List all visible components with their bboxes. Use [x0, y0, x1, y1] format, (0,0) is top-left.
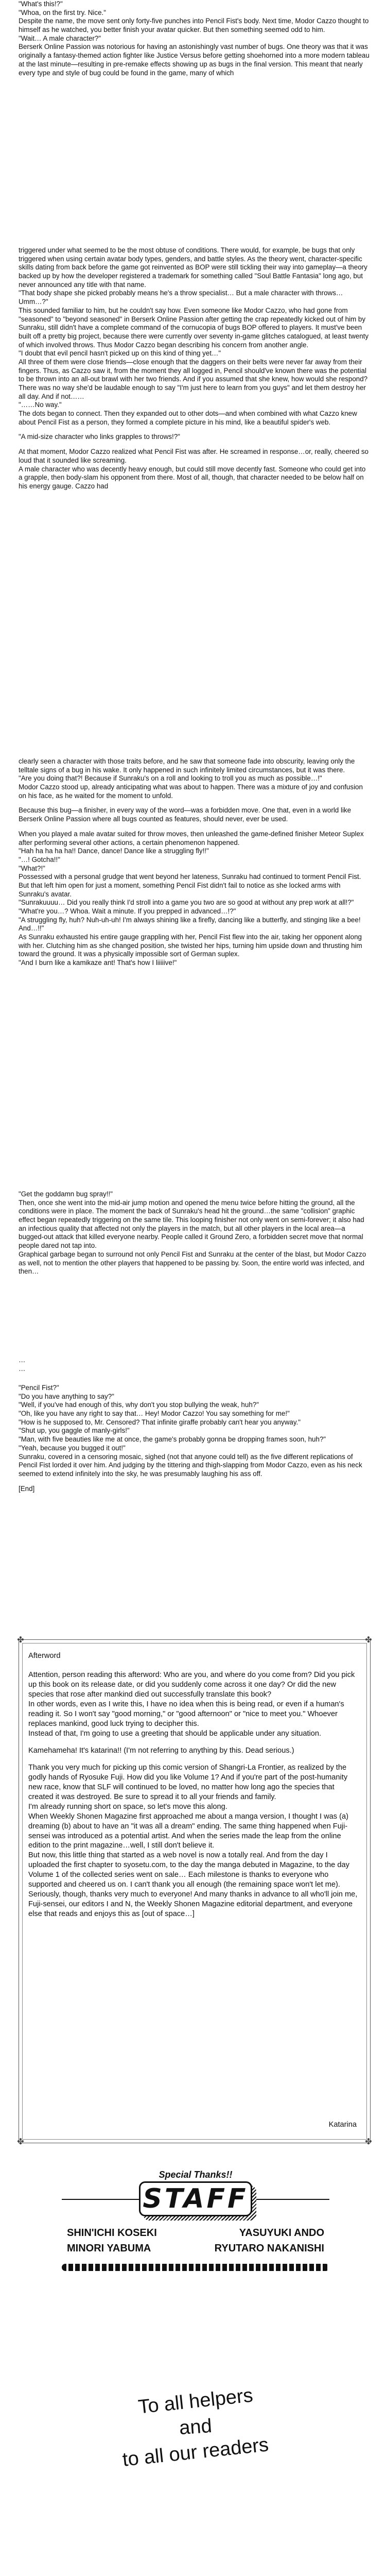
afterword-paragraph: Seriously, though, thanks very much to everyone! And many thanks in advance to all who'll join me, Fuji-sensei, our editors I and N, the Weekly Shonen Magazine editorial department, and everyone else that reads and enjoys this as [out of space…] [28, 1890, 358, 1919]
paragraph: Possessed with a personal grudge that went beyond her lateness, Sunraku had continued to torment Pencil Fist. But that left him open for just a moment, something Pencil Fist didn't fail to notice as she locked arms with Sunraku's avatar. [19, 873, 363, 898]
paragraph: A male character who was decently heavy enough, but could still move decently fast. Someone who could get into a grapple, then body-slam his opponent from there. Most of all, though, that character needed to be below half on his energy gauge. Cazzo had [19, 465, 368, 490]
closing-line: to all our readers [121, 2434, 270, 2471]
afterword-paragraph: But now, this little thing that started as a web novel is now a totally real. And from the day I uploaded the first chapter to syosetu.com, to the day the manga debuted in Magazine, to the day Volume 1 of the collected series went on sale… Each milestone is thanks to everyone who supported and cheered us on. I can't thank you all enough (the remaining space won't let me). [28, 1851, 349, 1889]
paragraph: "How is he supposed to, Mr. Censored? That infinite giraffe probably can't hear you anyway." [19, 1418, 301, 1426]
paragraph: "Shut up, you gaggle of manly-girls!" [19, 1427, 130, 1435]
paragraph: "Do you have anything to say?" [19, 1392, 114, 1400]
paragraph: As Sunraku exhausted his entire gauge grappling with her, Pencil Fist flew into the air, taking her opponent along with her. Clutching him as she changed position, she twisted her hips, turning him upside down and thrusting him toward the ground. It was a physically impossible sort of German suplex. [19, 933, 364, 958]
text-block-3 [19, 757, 371, 968]
afterword-paragraph: Attention, person reading this afterword: Who are you, and where do you come from? Did you pick up this book on its release date, or did you suddenly come across it one day? Or did the new species that rose after mankind died out successfully translate this book? [28, 1670, 355, 1699]
afterword-signature: Katarina [328, 2120, 357, 2129]
closing-line: To all helpers [137, 2384, 254, 2418]
paragraph: "Are you doing that?! Because if Sunraku's on a roll and looking to troll you as much as possible…!" [19, 774, 322, 783]
text-block-4 [19, 1190, 371, 1276]
text-block-6 [19, 1384, 371, 1493]
paragraph: "Whoa, on the first try. Nice." [19, 8, 106, 16]
paragraph: "Sunrakuuuu… Did you really think I'd stroll into a game you two are so good at without any prep work at all!?" [19, 899, 354, 907]
paragraph: Graphical garbage began to surround not only Pencil Fist and Sunraku at the center of the blast, but Modor Cazzo as well, not to mention the other players that happened to be passing by. Soon, the entire world was infected, and then… [19, 1250, 368, 1276]
paragraph: Despite the name, the move sent only forty-five punches into Pencil Fist's body. Next time, Modor Cazzo thought to himself as he watched, you better finish your avatar quicker. But then something seemed odd to him. [19, 17, 371, 34]
paragraph: All three of them were close friends—close enough that the daggers on their belts were never far away from their fingers. Thus, as Cazzo saw it, from the moment they all logged in, Pencil should've known there was the potential to be thrown into an all-out brawl with her two friends. And if you assumed that she knew, how would she respond? There was no way she'd be laudable enough to say "I'm just here to learn from you guys" and let them destroy her all day. And if not…… [19, 358, 370, 400]
end-marker: [End] [19, 1484, 35, 1493]
paragraph: Then, once she went into the mid-air jump motion and opened the menu twice before hitting the ground, all the conditions were in place. The moment the back of Sunraku's head hit the ground…the same "collision" graphic effect began repeatedly triggering on the same tile. This looping finisher not only went on semi-forever; it also had an infectious quality that affected not only the players in the match, but all other players in the local area—a bugged-out attack that killed everyone nearby. People called it Ground Zero, a forbidden secret move that normal people dared not tap into. [19, 1198, 366, 1250]
paragraph: triggered under what seemed to be the most obtuse of conditions. There would, for example, be bugs that only triggered when using certain avatar body types, genders, and battle styles. As the theory went, character-specific skills dating from back before the game got reinvented as BOP were still tickling their way into gameplay—a theory backed up by how the developer registered a trademark for something called "Soul Battle Fantasia" long ago, but never announced any title with that name. [19, 246, 370, 289]
paragraph: "Oh, like you have any right to say that… Hey! Modor Cazzo! You say something for me!" [19, 1410, 290, 1418]
special-thanks-heading: Special Thanks!! [159, 2170, 233, 2180]
paragraph: "Pencil Fist?" [19, 1384, 59, 1392]
paragraph: "That body shape she picked probably means he's a throw specialist… But a male character with throws… Umm…?" [19, 289, 345, 306]
staff-name: RYUTARO NAKANISHI [214, 2243, 324, 2254]
ornament-icon: ✤ [365, 1636, 372, 1645]
closing-message [62, 2384, 329, 2471]
paragraph: This sounded familiar to him, but he couldn't say how. Even someone like Modor Cazzo, who had gone from "seasoned" to "beyond seasoned" in Berserk Online Passion after getting the crap repeatedly kicked out of him by Sunraku, still didn't have a complete command of the cornucopia of bugs BOP offered to players. It must've been built off a pretty big project, because there were currently over seventy in-game glitches catalogued, at least twenty of which involved throws. Thus Modor Cazzo began describing his concern from another angle. [19, 306, 371, 349]
paragraph: The dots began to connect. Then they expanded out to other dots—and when combined with what Cazzo knew about Pencil Fist as a person, they formed a complete picture in his mind, like a beautiful spider's web. [19, 410, 359, 426]
ellipsis-line: … [19, 1356, 26, 1364]
afterword-paragraph: Instead of that, I'm going to use a greeting that should be applicable under any situation. [28, 1729, 322, 1738]
staff-name: MINORI YABUMA [67, 2243, 151, 2254]
paragraph: "Wait… A male character?" [19, 34, 101, 42]
staff-name: SHIN'ICHI KOSEKI [67, 2227, 157, 2239]
paragraph: Modor Cazzo stood up, already anticipating what was about to happen. There was a mixture of joy and confusion on his face, as he waited for the moment to unfold. [19, 783, 365, 800]
special-thanks [62, 2169, 329, 2282]
paragraph: "What?!" [19, 864, 45, 872]
afterword-paragraph: I'm already running short on space, so let's move this along. [28, 1802, 227, 1811]
closing-line: and [178, 2415, 213, 2439]
afterword-paragraph: In other words, even as I write this, I have no idea when this is being read, or even if a human's reading it. So I won't say "good morning," or "good afternoon" or "nice to meet you." Whoever replaces mankind, good luck trying to decipher this. [28, 1700, 344, 1728]
staff-label: STAFF [139, 2181, 252, 2216]
paragraph: "Hah ha ha ha ha!! Dance, dance! Dance like a struggling fly!!" [19, 847, 209, 855]
ornament-icon: ✤ [17, 2138, 24, 2146]
afterword-frame [17, 1636, 372, 2146]
afterword-text [28, 1651, 358, 1919]
text-block-5 [19, 1356, 371, 1373]
afterword-paragraph: When Weekly Shonen Magazine first approached me about a manga version, I thought I was (a) dreaming (b) about to have an "it was all a dream" ending. The same thing happened when Fuji-sensei was introduced as a potential artist. And when the series made the leap from the online edition to the print magazine…well, I still don't believe it. [28, 1812, 348, 1850]
paragraph: "What're you…? Whoa. Wait a minute. If you prepped in advanced…!?" [19, 907, 236, 915]
paragraph: Because this bug—a finisher, in every way of the word—was a forbidden move. One that, even in a world like Berserk Online Passion where all bugs counted as features, should never, ever be used. [19, 806, 353, 823]
ellipsis-line: … [19, 1364, 26, 1372]
afterword-paragraph: Kamehameha! It's katarina!! (I'm not referring to anything by this. Dead serious.) [28, 1746, 294, 1755]
afterword-paragraph: Thank you very much for picking up this comic version of Shangri-La Frontier, as realized by the godly hands of Ryosuke Fuji. How did you like Volume 1? And if you're part of the post-humanity new race, know that SLF will continued to be loved, no matter how long ago the species that created it was destroyed. Be sure to spread it to all your friends and family. [28, 1763, 348, 1801]
paragraph: At that moment, Modor Cazzo realized what Pencil Fist was after. He screamed in response…or, really, cheered so loud that it sounded like screaming. [19, 448, 371, 464]
paragraph: "And I burn like a kamikaze ant! That's how I liiiiive!" [19, 959, 177, 967]
paragraph: "Yeah, because you bugged it out!" [19, 1444, 126, 1452]
staff-name: YASUYUKI ANDO [239, 2227, 324, 2239]
chain-divider [62, 2264, 329, 2271]
ornament-icon: ✤ [365, 2138, 372, 2146]
paragraph: "A struggling fly, huh? Nuh-uh-uh! I'm always shining like a firefly, dancing like a butterfly, and stinging like a bee! And…!!" [19, 916, 362, 933]
ornament-icon: ✤ [17, 1636, 24, 1645]
paragraph: "Get the goddamn bug spray!!" [19, 1190, 113, 1198]
paragraph: clearly seen a character with those traits before, and he saw that someone fade into obscurity, leaving only the telltale signs of a bug in his wake. It only happened in such infinitely limited circumstances, but it was there. [19, 757, 357, 774]
paragraph: "A mid-size character who links grapples to throws!?" [19, 433, 180, 441]
paragraph: When you played a male avatar suited for throw moves, then unleashed the game-defined finisher Meteor Suplex after performing several other actions, a certain phenomenon happened. [19, 829, 366, 846]
paragraph: "I doubt that evil pencil hasn't picked up on this kind of thing yet…" [19, 349, 221, 358]
paragraph: "……No way." [19, 401, 62, 409]
text-block-2 [19, 246, 371, 491]
paragraph: Sunraku, covered in a censoring mosaic, sighed (not that anyone could tell) as the five different replications of Pencil Fist lorded it over him. And judging by the tittering and thigh-slapping from Modor Cazzo, even as his neck seemed to extend infinitely into the sky, he was presumably laughing his ass off. [19, 1452, 364, 1478]
paragraph: "Man, with five beauties like me at once, the game's probably gonna be dropping frames soon, huh?" [19, 1435, 326, 1444]
text-block-1 [19, 0, 371, 77]
paragraph: "…! Gotcha!!" [19, 855, 60, 863]
paragraph: "Well, if you've had enough of this, why don't you stop bullying the weak, huh?" [19, 1401, 259, 1409]
staff-badge [139, 2181, 252, 2216]
paragraph: "What's this!?" [19, 0, 63, 8]
paragraph: Berserk Online Passion was notorious for having an astonishingly vast number of bugs. One theory was that it was originally a fantasy-themed action fighter like Justice Versus before getting shoehorned into a more modern tableau at the last minute—resulting in pre-remake effects showing up as bugs in the final version. This meant that nearly every type and style of bug could be found in the game, many of which [19, 43, 372, 77]
afterword-title: Afterword [28, 1652, 61, 1660]
